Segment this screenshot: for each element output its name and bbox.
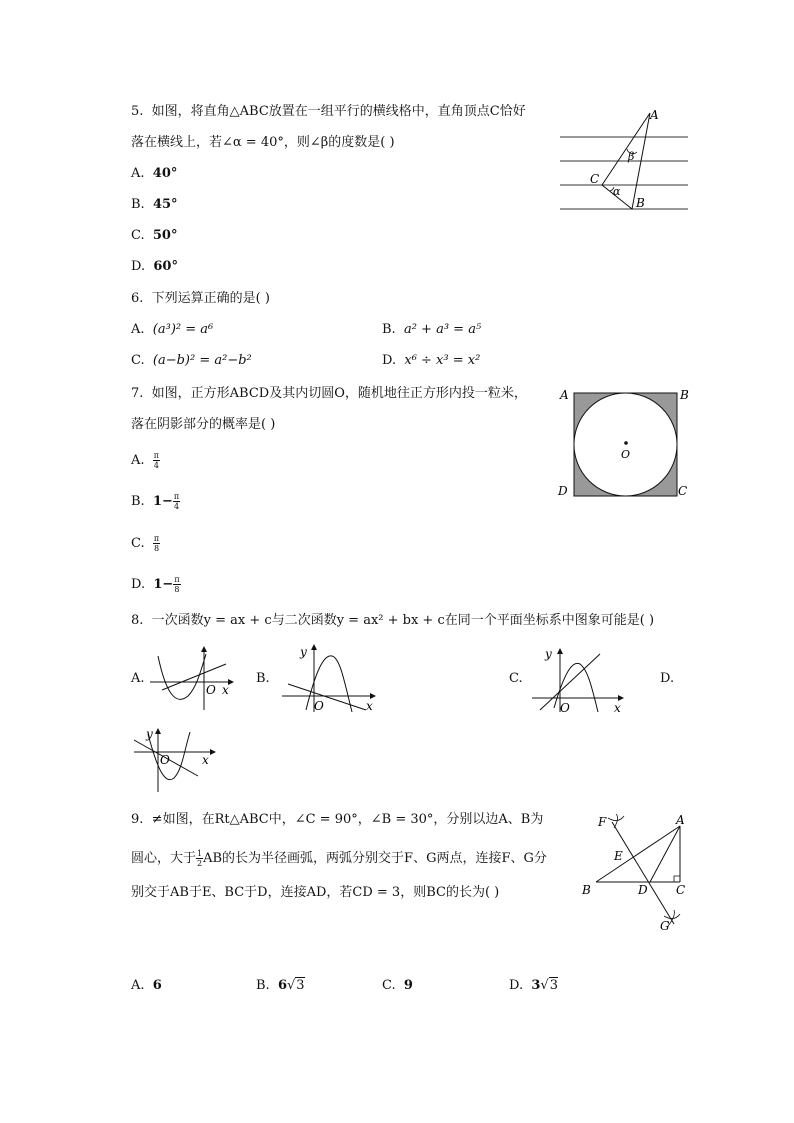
q8-b-x-label: x: [366, 699, 373, 713]
q8-c-y-label: y: [545, 647, 552, 661]
q9-option-b[interactable]: B. 6√3: [256, 978, 305, 993]
q7-fig-label-o: O: [621, 448, 631, 461]
q9-option-a[interactable]: A. 6: [131, 978, 162, 993]
q7-fig-label-a: A: [560, 388, 569, 402]
q8-c-x-label: x: [614, 701, 621, 715]
q5-figure: [558, 105, 690, 215]
q6-option-a[interactable]: A. (a³)² = a⁶: [131, 322, 214, 337]
q7-fig-label-b: B: [680, 388, 689, 402]
q8-graph-b: [280, 640, 380, 714]
q8-option-b[interactable]: B.: [256, 671, 270, 686]
q5-fig-label-b: B: [636, 196, 645, 210]
q5-fig-label-beta: β: [628, 150, 635, 163]
q5-option-d[interactable]: D. 60°: [131, 259, 178, 274]
q8-stem: 一次函数y = ax + c与二次函数y = ax² + bx + c在同一个平面坐标系中图象可能是( ): [151, 613, 655, 628]
q8-number: 8.: [131, 613, 144, 628]
q8-graph-c: [530, 644, 626, 714]
q5-fig-label-alpha: α: [613, 185, 621, 198]
q6-option-d[interactable]: D. x⁶ ÷ x³ = x²: [382, 353, 481, 368]
q7-stem-line2: 落在阴影部分的概率是( ): [131, 417, 276, 432]
q9-line1: [131, 812, 543, 828]
q7-line1: [131, 386, 527, 402]
q6-line: [131, 291, 270, 307]
q9-fig-label-c: C: [676, 883, 686, 897]
q8-graph-a: [148, 644, 236, 712]
q6-stem: 下列运算正确的是( ): [151, 291, 270, 306]
q8-b-origin: O: [314, 699, 324, 713]
q9-fig-label-b: B: [582, 883, 591, 897]
q8-line: [131, 613, 654, 629]
q5-stem-line2: 落在横线上，若∠α = 40°，则∠β的度数是( ): [131, 135, 395, 150]
q6-option-c[interactable]: C. (a−b)² = a²−b²: [131, 353, 252, 368]
q8-d-y-label: y: [146, 727, 153, 741]
q9-fig-label-f: F: [598, 815, 607, 829]
q9-fig-label-e: E: [614, 849, 623, 863]
q5-fig-label-c: C: [590, 172, 600, 186]
q5-option-a[interactable]: A. 40°: [131, 166, 178, 181]
q6-option-b[interactable]: B. a² + a³ = a⁵: [382, 322, 482, 337]
q9-stem-line2: 圆心，大于 $\frac{1}{2}$ AB的长为半径画弧，两弧分别交于F、G两点，连接F、G分: [131, 849, 547, 868]
q9-stem-line1: ≠如图，在Rt△ABC中，∠C = 90°，∠B = 30°，分别以边A、B为: [151, 812, 544, 827]
q8-graph-d: [130, 724, 220, 796]
q8-option-c[interactable]: C.: [509, 671, 523, 686]
q7-stem-line1: 如图，正方形ABCD及其内切圆O，随机地往正方形内投一粒米，: [151, 386, 527, 401]
q7-option-a[interactable]: A. $\frac{\pi}{4}$: [131, 451, 160, 470]
q5-fig-label-a: A: [650, 108, 659, 122]
q7-figure: [556, 385, 696, 501]
q7-option-b[interactable]: B. 1− $\frac{\pi}{4}$: [131, 492, 180, 511]
q5-option-c[interactable]: C. 50°: [131, 228, 178, 243]
q8-a-x-label: x: [222, 683, 229, 697]
q7-fig-label-d: D: [558, 484, 568, 498]
q5-line1: [131, 104, 526, 120]
q9-fig-label-g: G: [660, 919, 670, 933]
q8-a-origin: O: [206, 683, 216, 697]
q8-option-a[interactable]: A.: [131, 671, 145, 686]
q9-option-c[interactable]: C. 9: [382, 978, 413, 993]
q7-option-c[interactable]: C. $\frac{\pi}{8}$: [131, 534, 160, 553]
q9-stem-line3: 别交于AB于E、BC于D，连接AD，若CD = 3，则BC的长为( ): [131, 885, 500, 900]
q8-c-origin: O: [560, 701, 570, 715]
q5-option-b[interactable]: B. 45°: [131, 197, 178, 212]
q6-number: 6.: [131, 291, 144, 306]
q8-d-origin: O: [160, 753, 170, 767]
q7-number: 7.: [131, 386, 144, 401]
q7-fig-label-c: C: [678, 484, 688, 498]
q5-stem-line1: 如图，将直角△ABC放置在一组平行的横线格中，直角顶点C恰好: [151, 104, 526, 119]
q9-fig-label-a: A: [676, 813, 685, 827]
q9-option-d[interactable]: D. 3√3: [509, 978, 558, 993]
q5-number: 5.: [131, 104, 144, 119]
q8-option-d[interactable]: D.: [660, 671, 675, 686]
q8-d-x-label: x: [202, 753, 209, 767]
q7-option-d[interactable]: D. 1− $\frac{\pi}{8}$: [131, 575, 180, 594]
q9-fig-label-d: D: [638, 883, 648, 897]
q9-figure: [578, 812, 694, 932]
q8-b-y-label: y: [300, 645, 307, 659]
q9-number: 9.: [131, 812, 144, 827]
